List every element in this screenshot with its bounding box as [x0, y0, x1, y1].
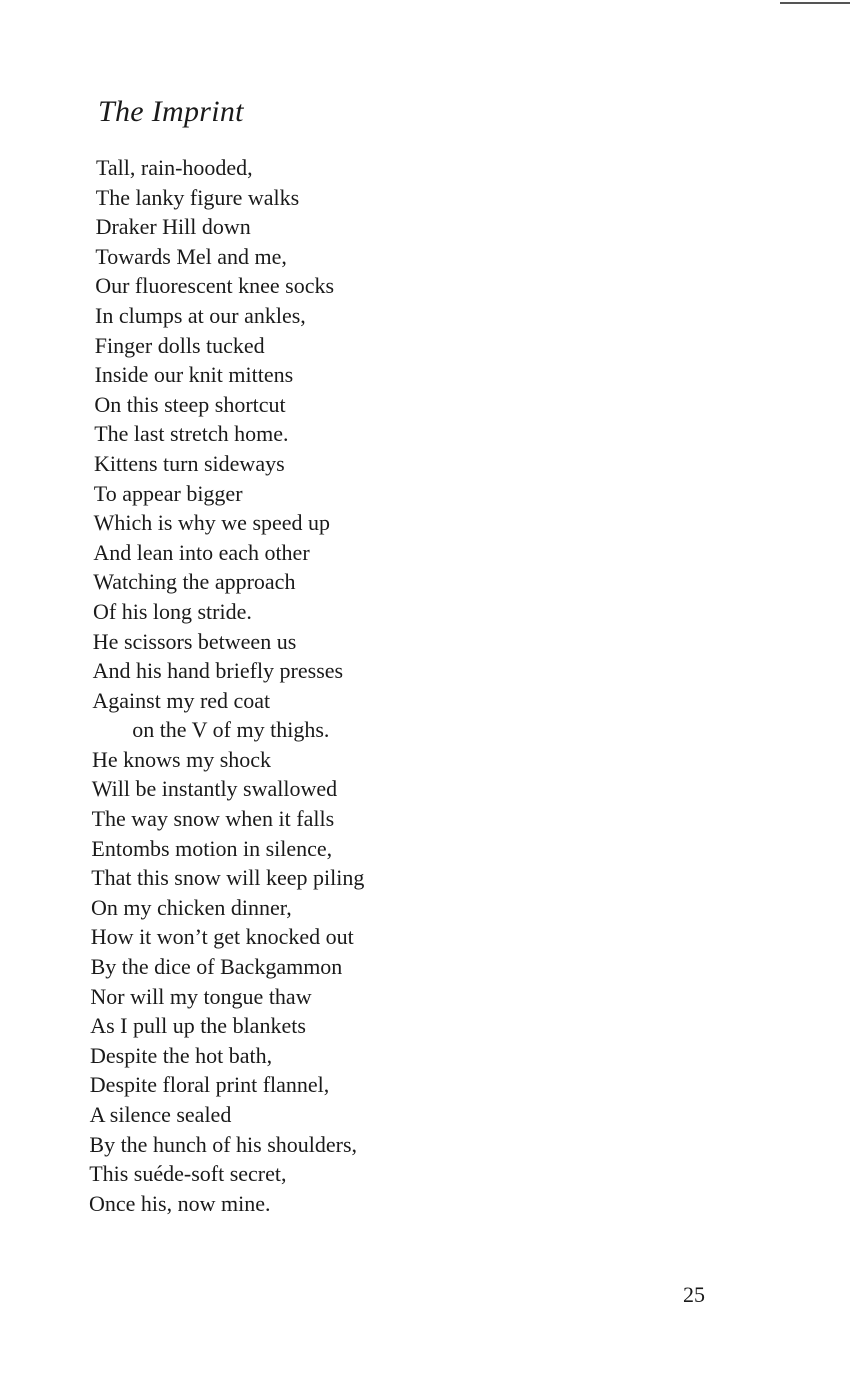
top-edge-rule [780, 2, 850, 4]
poem-line: And his hand briefly presses [92, 658, 344, 684]
poem-line: Once his, now mine. [89, 1190, 271, 1216]
poem-line: The last stretch home. [94, 421, 289, 447]
poem-line: Nor will my tongue thaw [90, 983, 312, 1009]
poem-line: Will be instantly swallowed [91, 776, 338, 802]
poem-line: How it won’t get knocked out [90, 924, 354, 950]
poem-line: Our fluorescent knee socks [95, 273, 335, 299]
poem-line: Kittens turn sideways [94, 450, 285, 476]
poem-line: Tall, rain-hooded, [96, 155, 253, 180]
poem-line: That this snow will keep piling [91, 865, 365, 891]
poem-line: Inside our knit mittens [94, 362, 294, 388]
poem-line: Draker Hill down [95, 214, 251, 240]
poem-line: By the hunch of his shoulders, [89, 1131, 358, 1157]
poem-line: By the dice of Backgammon [90, 954, 343, 980]
poem-line: He knows my shock [92, 746, 272, 772]
poem-line: Towards Mel and me, [95, 243, 287, 269]
poem-body [0, 153, 850, 1218]
poem-line: On my chicken dinner, [91, 894, 292, 920]
poem-line: To appear bigger [93, 480, 243, 506]
poem-line: Against my red coat [92, 687, 271, 713]
poem-line: Finger dolls tucked [94, 332, 265, 358]
poem-line: On this steep shortcut [94, 391, 286, 417]
poem-line: Despite floral print flannel, [89, 1072, 330, 1098]
poem-line: In clumps at our ankles, [95, 302, 306, 328]
poem-line: The lanky figure walks [95, 184, 300, 210]
poem-line: Watching the approach [93, 569, 296, 595]
poem-line: A silence sealed [89, 1102, 232, 1127]
poem-title: The Imprint [98, 95, 244, 128]
poem-line: Which is why we speed up [93, 510, 331, 536]
page-number: 25 [683, 1282, 705, 1307]
poem-line: And lean into each other [93, 539, 310, 565]
poem-line: Of his long stride. [93, 598, 252, 624]
poem-line: Despite the hot bath, [90, 1042, 273, 1068]
poem-line-indented: on the V of my thighs. [132, 717, 330, 743]
poem-line: Entombs motion in silence, [91, 835, 333, 861]
poem-line: As I pull up the blankets [90, 1013, 306, 1039]
poem-line: He scissors between us [92, 628, 297, 654]
poem-line: The way snow when it falls [91, 806, 335, 832]
poem-line: This suéde-soft secret, [89, 1161, 287, 1187]
